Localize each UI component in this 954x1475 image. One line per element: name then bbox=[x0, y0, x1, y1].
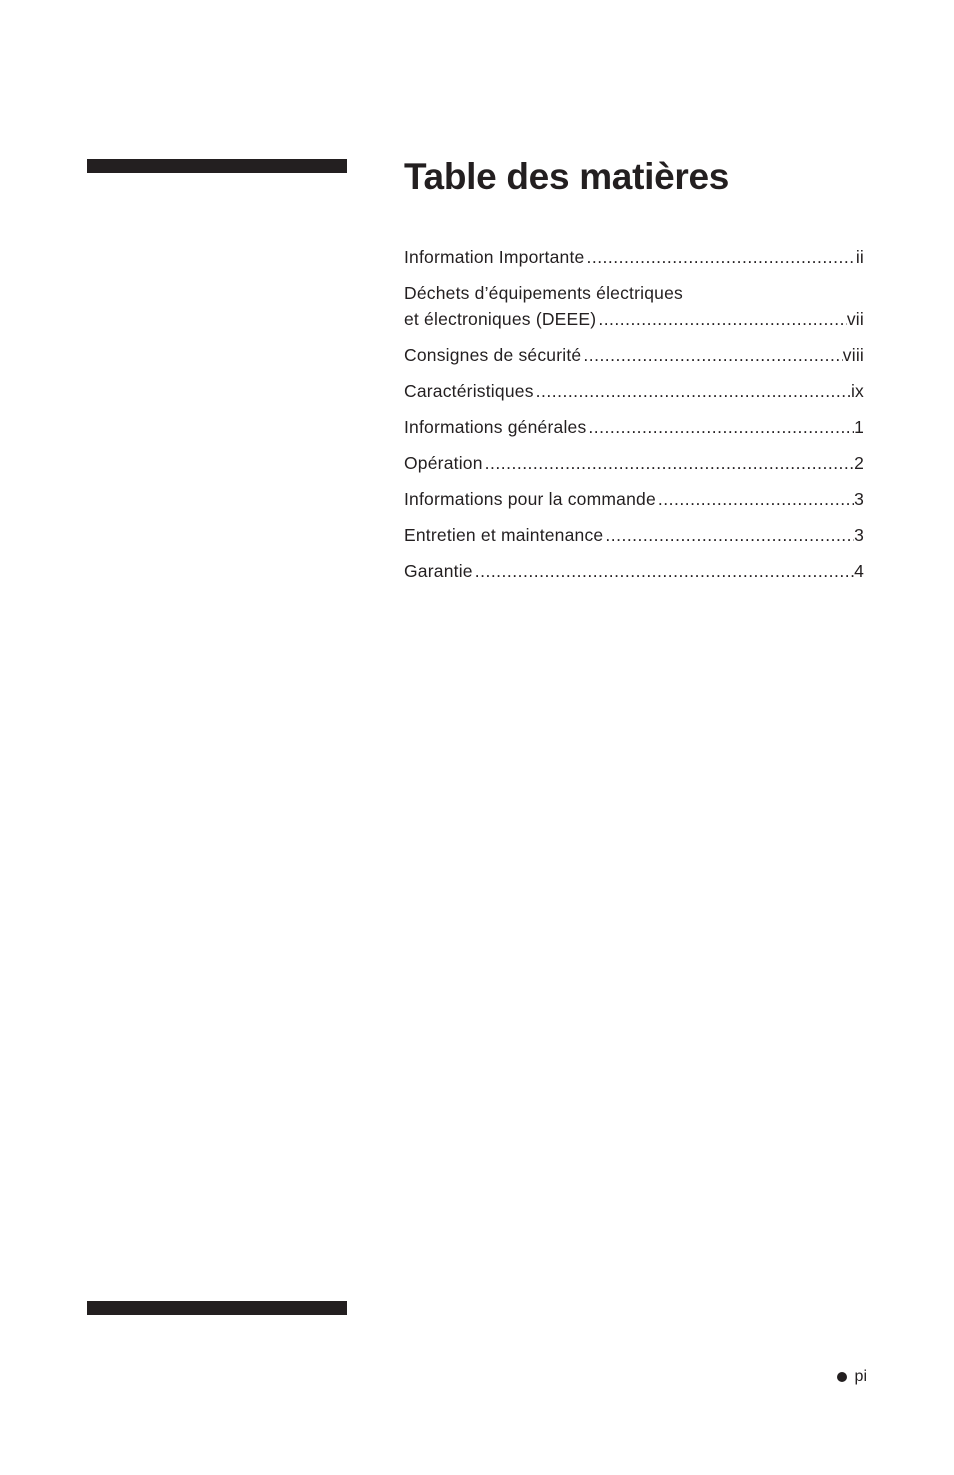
toc-entry-page: 3 bbox=[854, 489, 864, 509]
toc-entry[interactable] bbox=[404, 378, 864, 404]
toc-entry-label: Information Importante bbox=[404, 247, 585, 267]
page-number bbox=[837, 1366, 867, 1388]
toc-entry-page: ix bbox=[850, 381, 864, 401]
toc-entry-page: 4 bbox=[854, 561, 864, 581]
toc-entry[interactable] bbox=[404, 450, 864, 476]
toc-entry[interactable] bbox=[404, 244, 864, 270]
toc-entry-page: vii bbox=[846, 309, 864, 329]
dot-leader bbox=[603, 522, 854, 548]
dot-leader bbox=[596, 306, 847, 332]
top-rule bbox=[87, 159, 347, 173]
toc-entry[interactable] bbox=[404, 558, 864, 584]
toc-entry-label: Informations générales bbox=[404, 417, 587, 437]
toc-entry-label: Opération bbox=[404, 453, 483, 473]
toc-entry-label: Caractéristiques bbox=[404, 381, 534, 401]
toc-entry-label: Entretien et maintenance bbox=[404, 525, 604, 545]
toc-entry-label: Informations pour la commande bbox=[404, 489, 656, 509]
toc-entry-label-line1: Déchets d’équipements électriques bbox=[404, 283, 683, 303]
toc-entry-page: viii bbox=[842, 345, 864, 365]
toc-entry[interactable] bbox=[404, 342, 864, 368]
toc-entry-page: 3 bbox=[854, 525, 864, 545]
page-number-label: pi bbox=[854, 1368, 867, 1385]
dot-leader bbox=[656, 486, 854, 512]
toc-entry-label: et électroniques (DEEE) bbox=[404, 309, 597, 329]
toc-entry[interactable] bbox=[404, 280, 864, 332]
bottom-rule bbox=[87, 1301, 347, 1315]
dot-leader bbox=[473, 558, 854, 584]
toc-entry-page: 1 bbox=[854, 417, 864, 437]
page-title: Table des matières bbox=[404, 156, 730, 197]
toc-entry[interactable] bbox=[404, 522, 864, 548]
dot-leader bbox=[586, 414, 854, 440]
toc-entry-label: Garantie bbox=[404, 561, 473, 581]
dot-leader bbox=[483, 450, 854, 476]
dot-leader bbox=[584, 244, 855, 270]
toc-entry[interactable] bbox=[404, 486, 864, 512]
toc-entry-page: ii bbox=[855, 247, 864, 267]
dot-leader bbox=[581, 342, 842, 368]
bullet-icon bbox=[837, 1372, 847, 1382]
dot-leader bbox=[534, 378, 851, 404]
toc-entry-label: Consignes de sécurité bbox=[404, 345, 582, 365]
table-of-contents bbox=[404, 244, 864, 594]
toc-entry-page: 2 bbox=[854, 453, 864, 473]
toc-entry[interactable] bbox=[404, 414, 864, 440]
